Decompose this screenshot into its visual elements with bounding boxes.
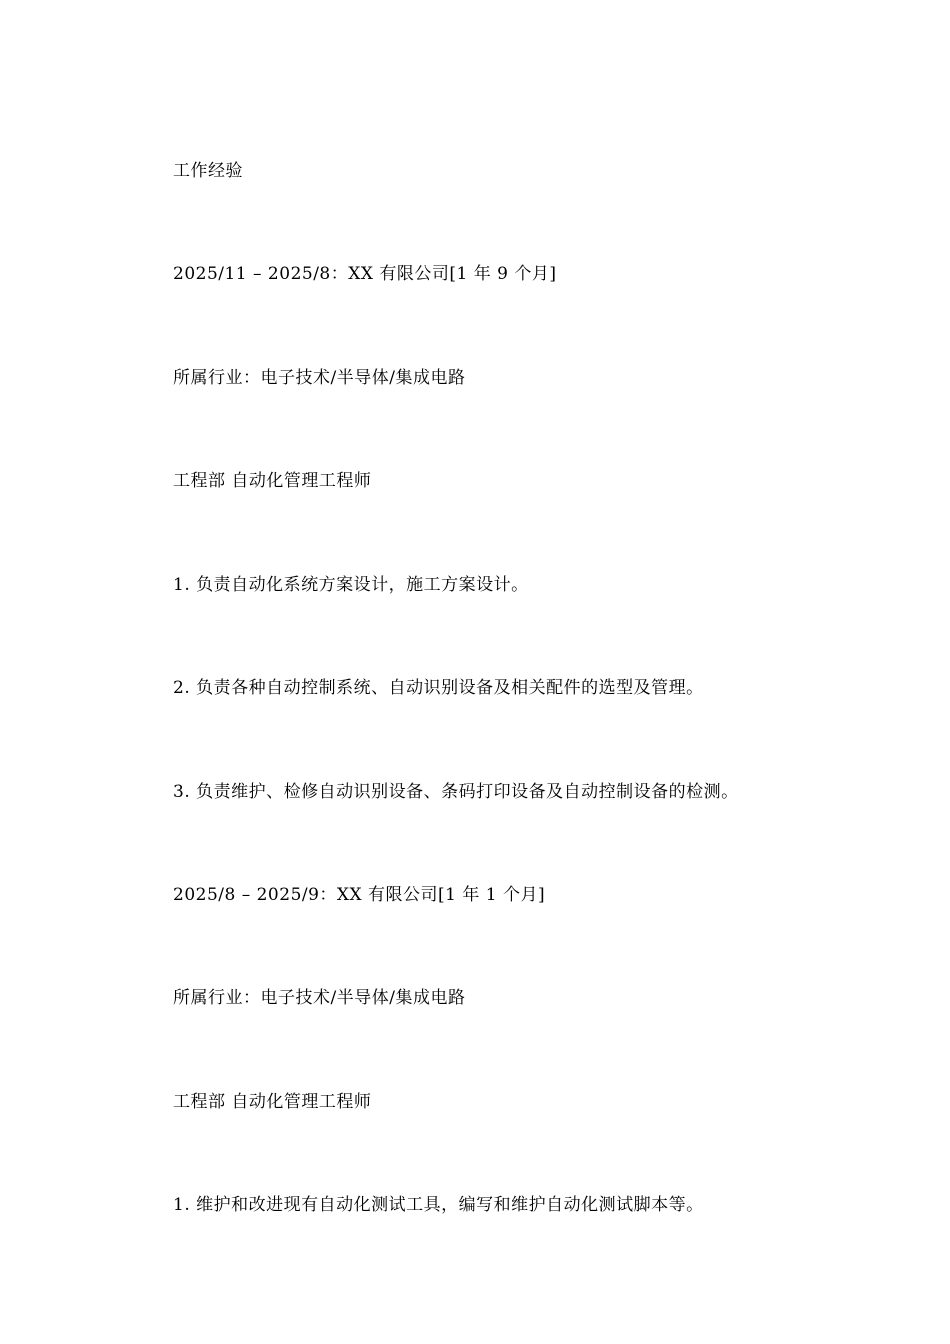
- job-duty: 3. 负责维护、检修自动识别设备、条码打印设备及自动控制设备的检测。: [173, 782, 739, 802]
- job-duty: 2. 负责各种自动控制系统、自动识别设备及相关配件的选型及管理。: [173, 678, 704, 698]
- job-duty: 1. 负责自动化系统方案设计，施工方案设计。: [173, 575, 529, 595]
- job-duty: 1. 维护和改进现有自动化测试工具，编写和维护自动化测试脚本等。: [173, 1195, 704, 1215]
- job-industry: 所属行业：电子技术/半导体/集成电路: [173, 368, 466, 388]
- job-position: 工程部 自动化管理工程师: [173, 1092, 372, 1112]
- job-period: 2025/11 – 2025/8：XX 有限公司[1 年 9 个月]: [173, 264, 557, 284]
- job-period: 2025/8 – 2025/9：XX 有限公司[1 年 1 个月]: [173, 885, 546, 905]
- section-title: 工作经验: [173, 161, 243, 181]
- job-industry: 所属行业：电子技术/半导体/集成电路: [173, 988, 466, 1008]
- job-position: 工程部 自动化管理工程师: [173, 471, 372, 491]
